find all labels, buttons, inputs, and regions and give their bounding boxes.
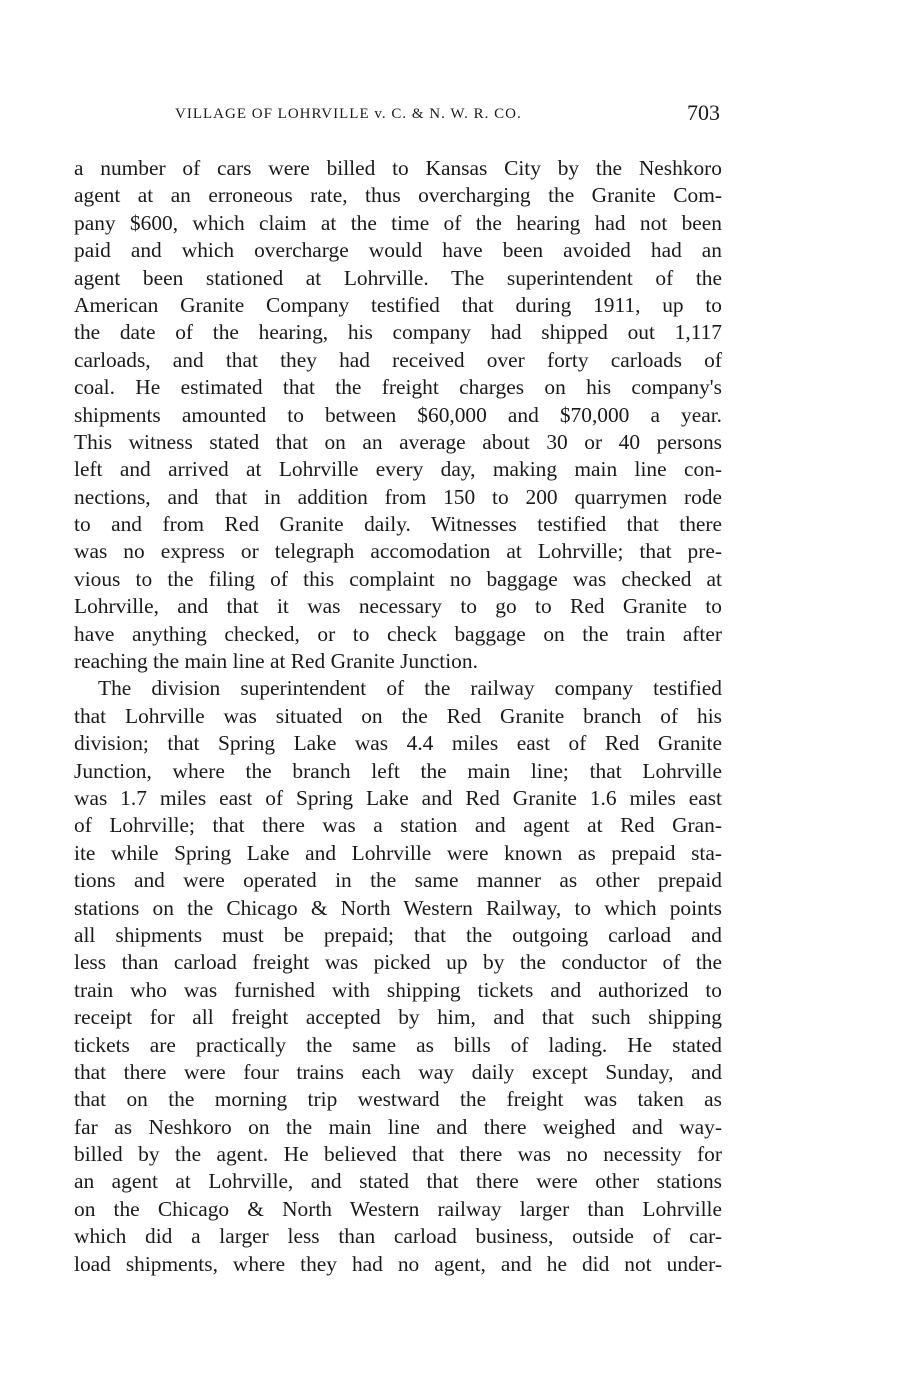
text-line: to and from Red Granite daily. Witnesses testified that there [74,512,722,537]
text-line: paid and which overcharge would have been avoided had an [74,238,722,263]
text-line: agent at an erroneous rate, thus overcharging the Granite Com- [74,183,722,208]
text-line: billed by the agent. He believed that there was no necessity for [74,1142,722,1167]
text-line: a number of cars were billed to Kansas City by the Neshkoro [74,156,722,180]
text-line: This witness stated that on an average about 30 or 40 persons [74,429,722,454]
text-line: on the Chicago & North Western railway larger than Lohrville [74,1196,722,1221]
text-line: coal. He estimated that the freight charges on his company's [74,375,722,400]
text-line: American Granite Company testified that during 1911, up to [74,292,722,317]
running-title: VILLAGE OF LOHRVILLE v. C. & N. W. R. CO. [175,106,522,122]
text-line: which did a larger less than carload business, outside of car- [74,1224,722,1249]
text-line: reaching the main line at Red Granite Junction. [74,649,478,674]
text-line: division; that Spring Lake was 4.4 miles east of Red Granite [74,731,722,756]
text-line: Lohrville, and that it was necessary to go to Red Granite to [74,594,722,619]
text-line: left and arrived at Lohrville every day, making main line con- [74,457,722,482]
text-line: vious to the filing of this complaint no baggage was checked at [74,566,722,591]
text-line: all shipments must be prepaid; that the outgoing carload and [74,922,722,947]
text-line: of Lohrville; that there was a station and agent at Red Gran- [74,813,722,838]
text-line: have anything checked, or to check baggage on the train after [74,621,722,646]
text-line: Junction, where the branch left the main line; that Lohrville [74,758,722,783]
text-line: an agent at Lohrville, and stated that there were other stations [74,1169,722,1194]
text-line: load shipments, where they had no agent, and he did not under- [74,1251,722,1276]
text-line: far as Neshkoro on the main line and there weighed and way- [74,1114,722,1139]
text-line: pany $600, which claim at the time of the hearing had not been [74,210,722,235]
page-number: 703 [687,100,720,125]
text-line: was 1.7 miles east of Spring Lake and Red Granite 1.6 miles east [74,785,722,810]
paragraph [74,675,722,1278]
text-line: that Lohrville was situated on the Red Granite branch of his [74,703,722,728]
text-line: less than carload freight was picked up by the conductor of the [74,950,722,975]
text-line: agent been stationed at Lohrville. The superintendent of the [74,265,722,290]
text-line: tickets are practically the same as bills of lading. He stated [74,1032,722,1057]
text-line: that there were four trains each way daily except Sunday, and [74,1059,722,1084]
running-head [175,100,720,130]
text-line: tions and were operated in the same manner as other prepaid [74,868,722,893]
paragraph [74,155,722,675]
text-line: ite while Spring Lake and Lohrville were known as prepaid sta- [74,840,722,865]
text-line: was no express or telegraph accomodation at Lohrville; that pre- [74,539,722,564]
text-line: shipments amounted to between $60,000 and $70,000 a year. [74,402,722,427]
text-line: stations on the Chicago & North Western Railway, to which points [74,895,722,920]
text-line: receipt for all freight accepted by him, and that such shipping [74,1005,722,1030]
text-line: that on the morning trip westward the freight was taken as [74,1087,722,1112]
text-line: the date of the hearing, his company had shipped out 1,117 [74,320,722,345]
text-line: carloads, and that they had received over forty carloads of [74,347,722,372]
text-line: The division superintendent of the railway company testified [98,676,722,701]
text-line: nections, and that in addition from 150 to 200 quarrymen rode [74,484,722,509]
text-line: train who was furnished with shipping tickets and authorized to [74,977,722,1002]
body-text [74,155,722,1278]
